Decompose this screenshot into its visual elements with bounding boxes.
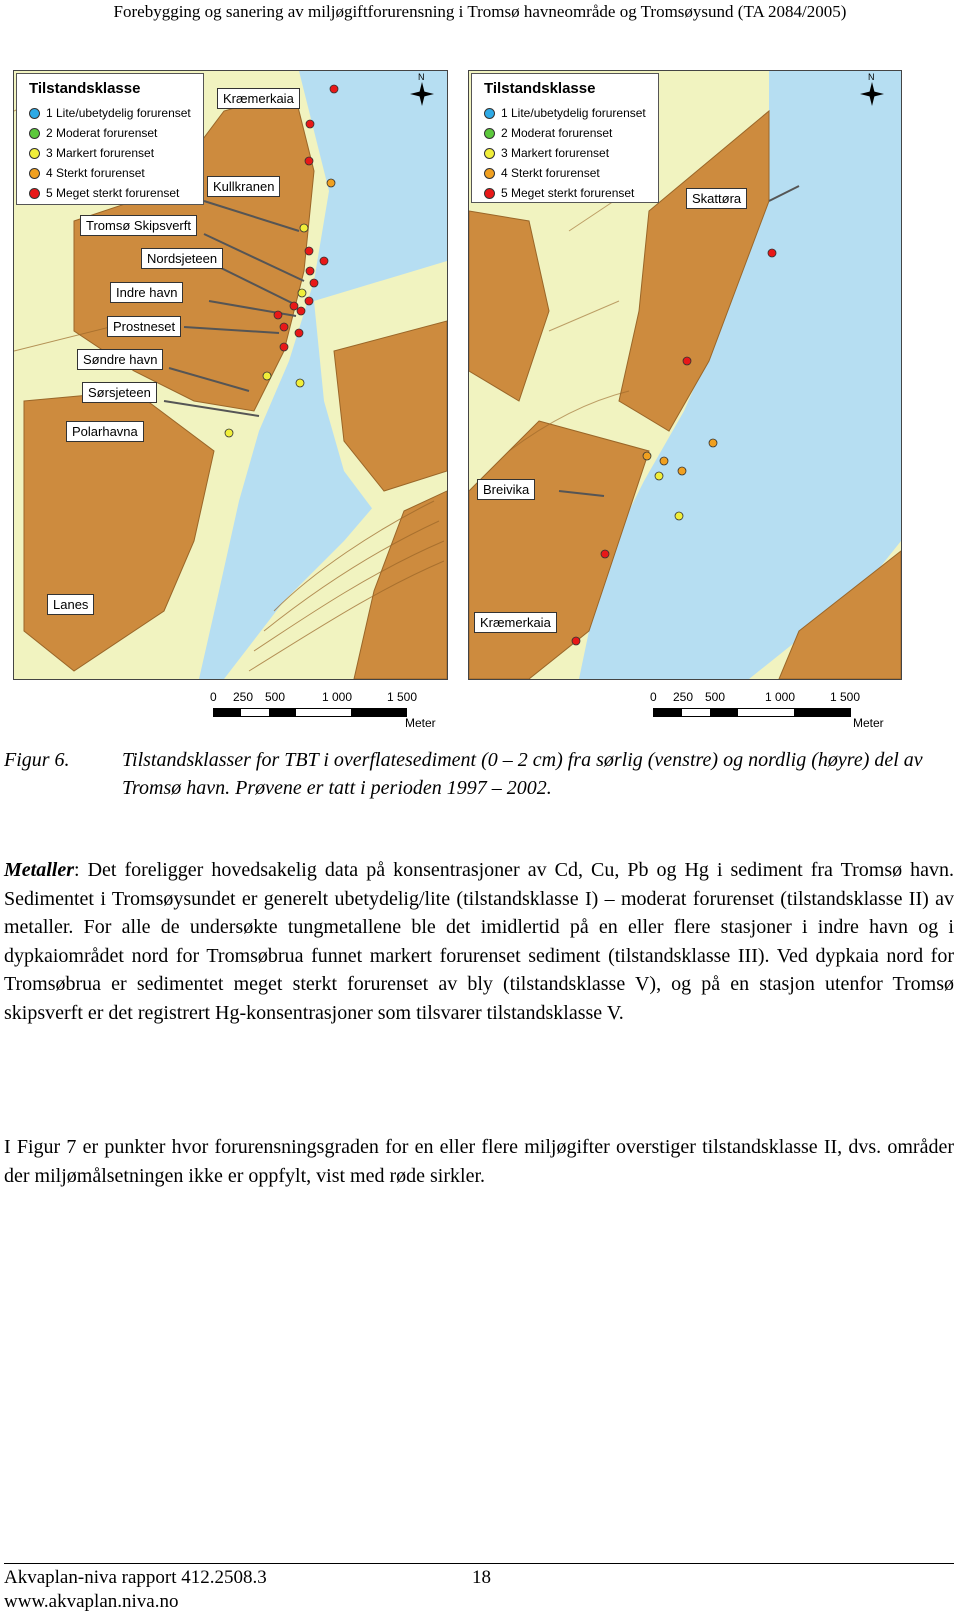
right-legend <box>471 73 659 203</box>
legend-item: 2 Moderat forurenset <box>17 123 203 143</box>
caption-text: Tilstandsklasser for TBT i overflatesediment (0 – 2 cm) fra sørlig (venstre) og nordlig (høyre) del av Tromsø havn. Prøvene er tatt i perioden 1997 – 2002. <box>122 749 923 799</box>
paragraph-figure7: I Figur 7 er punkter hvor forurensningsgraden for en eller flere miljøgifter overstiger tilstandsklasse II, dvs. områder der miljømålsetningen ikke er oppfylt, vist med røde sirkler. <box>4 1136 954 1187</box>
map-label: Kullkranen <box>207 176 280 197</box>
circle-icon <box>484 168 495 179</box>
legend-item: 2 Moderat forurenset <box>472 123 658 143</box>
figure-caption <box>4 746 954 802</box>
circle-icon <box>484 188 495 199</box>
circle-icon <box>29 128 40 139</box>
legend-item: 1 Lite/ubetydelig forurenset <box>472 103 658 123</box>
north-arrow-left: N <box>402 74 442 114</box>
footer-divider <box>4 1563 954 1564</box>
circle-icon <box>484 128 495 139</box>
map-label: Sørsjeteen <box>82 382 157 403</box>
scalebar-right: 0 250 500 1 000 1 500 Meter <box>650 690 884 730</box>
paragraph-metals <box>4 856 954 1027</box>
footer-url: www.akvaplan.niva.no <box>4 1591 179 1612</box>
legend-title: Tilstandsklasse <box>29 80 141 97</box>
map-label: Søndre havn <box>77 349 163 370</box>
footer-page-number: 18 <box>472 1567 491 1588</box>
map-label: Nordsjeteen <box>141 248 223 269</box>
legend-item: 1 Lite/ubetydelig forurenset <box>17 103 203 123</box>
circle-icon <box>484 148 495 159</box>
figure-number: Figur 6. <box>4 749 70 771</box>
circle-icon <box>29 168 40 179</box>
map-label: Indre havn <box>110 282 183 303</box>
footer-report: Akvaplan-niva rapport 412.2508.3 <box>4 1567 267 1588</box>
legend-item: 3 Markert forurenset <box>472 143 658 163</box>
map-label: Polarhavna <box>66 421 144 442</box>
paragraph-text: : Det foreligger hovedsakelig data på konsentrasjoner av Cd, Cu, Pb og Hg i sediment fra Tromsø havn. Sedimentet i Tromsøysundet er generelt ubetydelig/lite (tilstandsklasse I) – moderat forurenset (tilstandsklasse II) av metaller. For alle de undersøkte tungmetallene ble det imidlertid på en eller flere stasjoner i indre havn og i dypkaiområdet nord for Tromsøbrua funnet markert forurenset sediment (tilstandsklasse III). Ved dypkaia nord for Tromsøbrua er sedimentet meget sterkt forurenset av bly (tilstandsklasse V), og på en stasjon utenfor Tromsø skipsverft er det registrert Hg-konsentrasjoner som tilsvarer tilstandsklasse V. <box>4 859 954 1024</box>
map-label: Breivika <box>477 479 535 500</box>
scalebar-left: 0 250 500 1 000 1 500 Meter <box>210 690 436 730</box>
circle-icon <box>29 108 40 119</box>
map-label: Kræmerkaia <box>217 88 300 109</box>
map-label: Lanes <box>47 594 94 615</box>
north-arrow-right: N <box>852 74 892 114</box>
page-header: Forebygging og sanering av miljøgiftforurensning i Tromsø havneområde og Tromsøysund (TA 2084/2005) <box>113 2 847 21</box>
legend-item: 3 Markert forurenset <box>17 143 203 163</box>
legend-item: 4 Sterkt forurenset <box>17 163 203 183</box>
map-label: Tromsø Skipsverft <box>80 215 197 236</box>
legend-item: 5 Meget sterkt forurenset <box>17 183 203 203</box>
map-label: Kræmerkaia <box>474 612 557 633</box>
legend-item: 4 Sterkt forurenset <box>472 163 658 183</box>
legend-title: Tilstandsklasse <box>484 80 596 97</box>
circle-icon <box>29 188 40 199</box>
map-label: Prostneset <box>107 316 181 337</box>
map-label: Skattøra <box>686 188 747 209</box>
circle-icon <box>484 108 495 119</box>
paragraph-lead: Metaller <box>4 859 74 881</box>
circle-icon <box>29 148 40 159</box>
legend-item: 5 Meget sterkt forurenset <box>472 183 658 203</box>
left-legend <box>16 73 204 205</box>
